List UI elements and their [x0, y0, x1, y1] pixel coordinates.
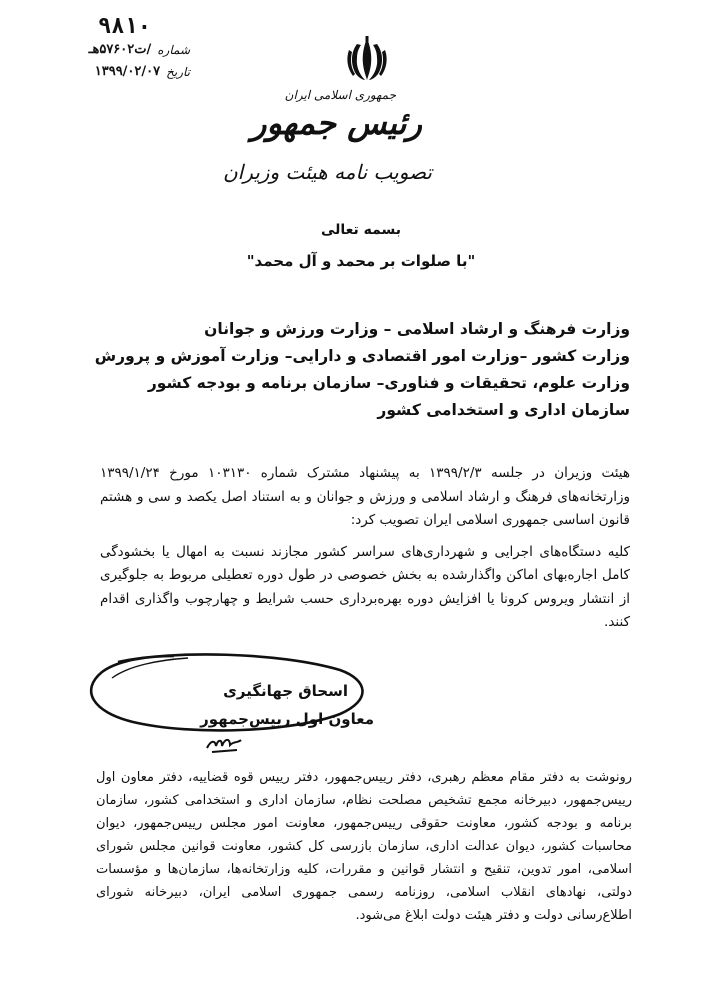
recipients-list — [94, 316, 630, 424]
signature-block — [78, 648, 378, 768]
handwritten-signature-icon — [204, 734, 244, 756]
date-row — [20, 61, 190, 83]
number-value: /ت۵۷۶۰۲هـ — [88, 42, 152, 57]
letter-metadata — [20, 14, 190, 83]
iran-emblem-icon — [345, 36, 389, 82]
cc-text: رونوشت به دفتر مقام معظم رهبری، دفتر رییس‌جمهور، دفتر رییس قوه قضاییه، دفتر معاون اول رییس‌جمهور، دبیرخانه مجمع تشخیص مصلحت نظام، سازمان اداری و استخدامی کشور، سازمان برنامه و بودجه کشور، معاونت حقوقی رییس‌جمهور، معاونت امور مجلس رییس‌جمهور، دیوان محاسبات کشور، دیوان عدالت اداری، سازمان بازرسی کل کشور، معاونت قوانین مجلس شورای اسلامی، امور تدوین، تنقیح و انتشار قوانین و مقررات، کلیه وزارتخانه‌ها، سازمان‌ها و مؤسسات دولتی، نهادهای انقلاب اسلامی، روزنامه رسمی جمهوری اسلامی ایران، دبیرخانه شورای اطلاع‌رسانی دولت و دفتر هیئت دولت ابلاغ می‌شود. — [96, 770, 632, 923]
president-label: رئیس جمهور — [251, 104, 422, 142]
republic-label: جمهوری اسلامی ایران — [284, 88, 396, 102]
cabinet-label: تصویب نامه هیئت وزیران — [222, 160, 432, 184]
decree-text: کلیه دستگاه‌های اجرایی و شهرداری‌های سراسر کشور مجازند نسبت به امهال یا بخشودگی کامل اجاره‌بهای اماکن واگذارشده به بخش خصوصی در طول دوره تعطیلی مربوط به جلوگیری از انتشار ویروس کرونا یا افزایش دوره بهره‌برداری حسب شرایط و چهارچوب واگذاری اقدام کنند. — [100, 543, 630, 630]
date-value: ۱۳۹۹/۰۲/۰۷ — [94, 64, 161, 79]
carbon-copy-section — [96, 766, 632, 927]
salawat: "با صلوات بر محمد و آل محمد" — [246, 252, 476, 270]
signatory-title: معاون اول رییس‌جمهور — [200, 710, 374, 728]
number-row — [20, 39, 190, 61]
decree-intro: هیئت وزیران در جلسه ۱۳۹۹/۲/۳ به پیشنهاد مشترک شماره ۱۰۳۱۳۰ مورخ ۱۳۹۹/۱/۲۴ وزارتخانه‌های فرهنگ و ارشاد اسلامی و ورزش و جوانان و به استناد اصل یکصد و سی و هشتم قانون اساسی جمهوری اسلامی ایران تصویب کرد: — [100, 465, 630, 528]
handwritten-number: ۹۸۱۰ — [98, 14, 151, 39]
recipient-line: وزارت فرهنگ و ارشاد اسلامی – وزارت ورزش و جوانان — [204, 320, 630, 338]
number-label: شماره — [157, 43, 190, 57]
date-label: تاریخ — [166, 65, 190, 79]
signatory-name: اسحاق جهانگیری — [223, 682, 348, 700]
recipient-line: وزارت علوم، تحقیقات و فناوری– سازمان برنامه و بودجه کشور — [147, 374, 630, 392]
basmala: بسمه تعالی — [320, 222, 402, 238]
decree-body — [100, 462, 630, 635]
recipient-line: وزارت کشور –وزارت امور اقتصادی و دارایی– وزارت آموزش و پرورش — [94, 347, 630, 365]
recipient-line: سازمان اداری و استخدامی کشور — [377, 401, 630, 419]
